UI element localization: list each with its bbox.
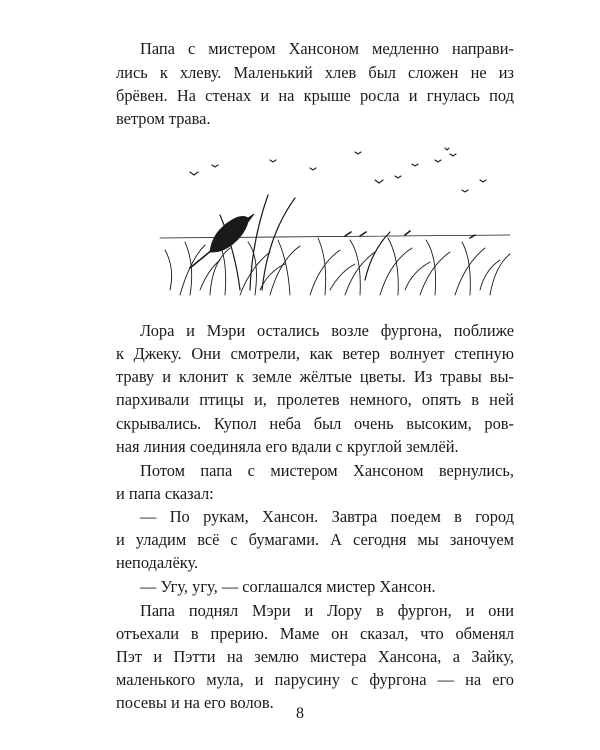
text-line: лись к хлеву. Маленький хлев был сложен не из [116,63,514,82]
text-line: к Джеку. Они смотрели, как ветер волнует степную [116,344,514,363]
text-line: брёвен. На стенах и на крыше росла и гнулась под [116,86,514,105]
text-line: Лора и Мэри остались возле фургона, поближе [140,321,514,340]
text-line: отъехали в прерию. Маме он сказал, что обменял [116,624,514,643]
text-line: ная линия соединяла его вдали с круглой землёй. [116,437,459,456]
text-line: Папа с мистером Хансоном медленно направи- [140,39,514,58]
text-line: неподалёку. [116,553,199,572]
text-line: — Угу, угу, — соглашался мистер Хансон. [140,577,436,596]
text-line: и папа сказал: [116,484,214,503]
text-line: ветром трава. [116,109,211,128]
text-line: — По рукам, Хансон. Завтра поедем в город [140,507,514,526]
text-line: пархивали птицы и, пролетев немного, опять в ней [116,390,514,409]
text-line: скрывались. Купол неба был очень высоким, ров- [116,414,514,433]
text-line: траву и клонит к земле жёлтые цветы. Из травы вы- [116,367,514,386]
prairie-bird-illustration [150,140,520,305]
page-number: 8 [296,705,304,722]
text-line: посевы и на его волов. [116,693,274,712]
text-line: Папа поднял Мэри и Лору в фургон, и они [140,601,514,620]
text-line: Потом папа с мистером Хансоном вернулись, [140,461,514,480]
text-line: маленького мула, и парусину с фургона — на его [116,670,514,689]
text-line: и уладим всё с бумагами. А сегодня мы заночуем [116,530,514,549]
text-line: Пэт и Пэтти на землю мистера Хансона, а Зайку, [116,647,514,666]
